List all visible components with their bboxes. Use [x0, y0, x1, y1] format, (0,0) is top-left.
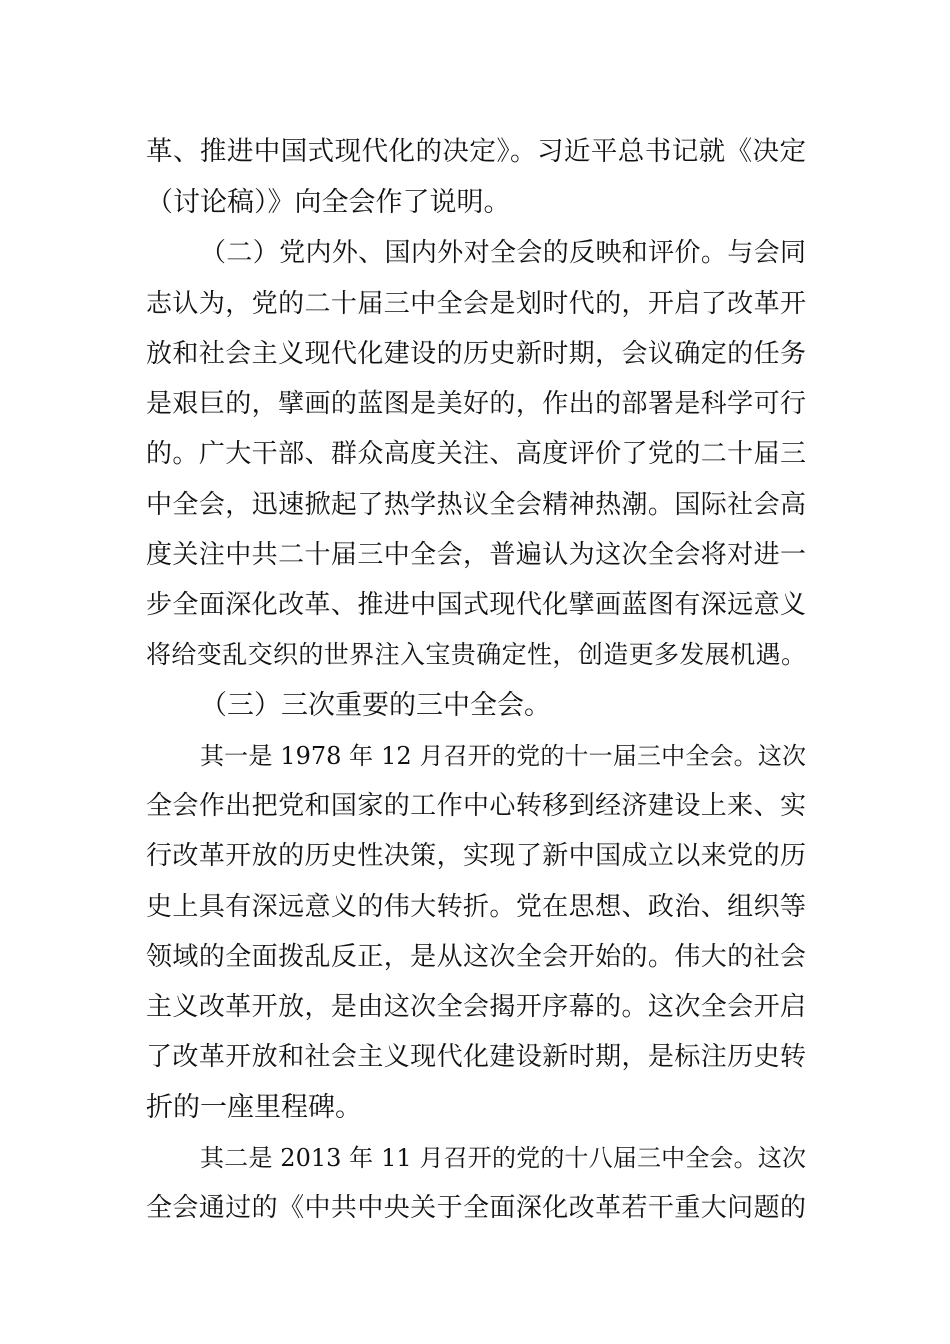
paragraph-heading: （二）党内外、国内外对全会的反映和评价。与会同: [200, 238, 806, 268]
text-line: 史上具有深远意义的伟大转折。党在思想、政治、组织等: [146, 892, 806, 922]
text-line: 领域的全面拨乱反正，是从这次全会开始的。伟大的社会: [146, 942, 806, 972]
text-line: 步全面深化改革、推进中国式现代化擘画蓝图有深远意义: [146, 590, 806, 620]
text-line: 度关注中共二十届三中全会，普遍认为这次全会将对进一: [146, 540, 806, 570]
text-line: 中全会，迅速掀起了热学热议全会精神热潮。国际社会高: [146, 490, 806, 520]
text-line: 将给变乱交织的世界注入宝贵确定性，创造更多发展机遇。: [146, 640, 806, 669]
text-line: 是艰巨的，擘画的蓝图是美好的，作出的部署是科学可行: [146, 389, 806, 419]
text-line: 的。广大干部、群众高度关注、高度评价了党的二十届三: [146, 439, 806, 469]
text-line: 革、推进中国式现代化的决定》。习近平总书记就《决定: [146, 136, 806, 167]
text-line: 全会作出把党和国家的工作中心转移到经济建设上来、实: [146, 791, 806, 821]
text-line: 了改革开放和社会主义现代化建设新时期，是标注历史转: [146, 1042, 806, 1072]
text-line: （讨论稿）》向全会作了说明。: [146, 187, 511, 218]
text-line: 放和社会主义现代化建设的历史新时期，会议确定的任务: [146, 339, 806, 369]
paragraph-start: 其一是 1978 年 12 月召开的党的十一届三中全会。这次: [200, 742, 806, 770]
text-line: 主义改革开放，是由这次全会揭开序幕的。这次全会开启: [146, 992, 806, 1022]
text-line: 志认为，党的二十届三中全会是划时代的，开启了改革开: [146, 289, 806, 319]
paragraph-start: 其二是 2013 年 11 月召开的党的十八届三中全会。这次: [200, 1144, 806, 1172]
text-line: 全会通过的《中共中央关于全面深化改革若干重大问题的: [146, 1193, 806, 1223]
text-line: 行改革开放的历史性决策，实现了新中国成立以来党的历: [146, 841, 806, 871]
text-line: 折的一座里程碑。: [146, 1092, 362, 1123]
paragraph-heading: （三）三次重要的三中全会。: [200, 690, 551, 721]
